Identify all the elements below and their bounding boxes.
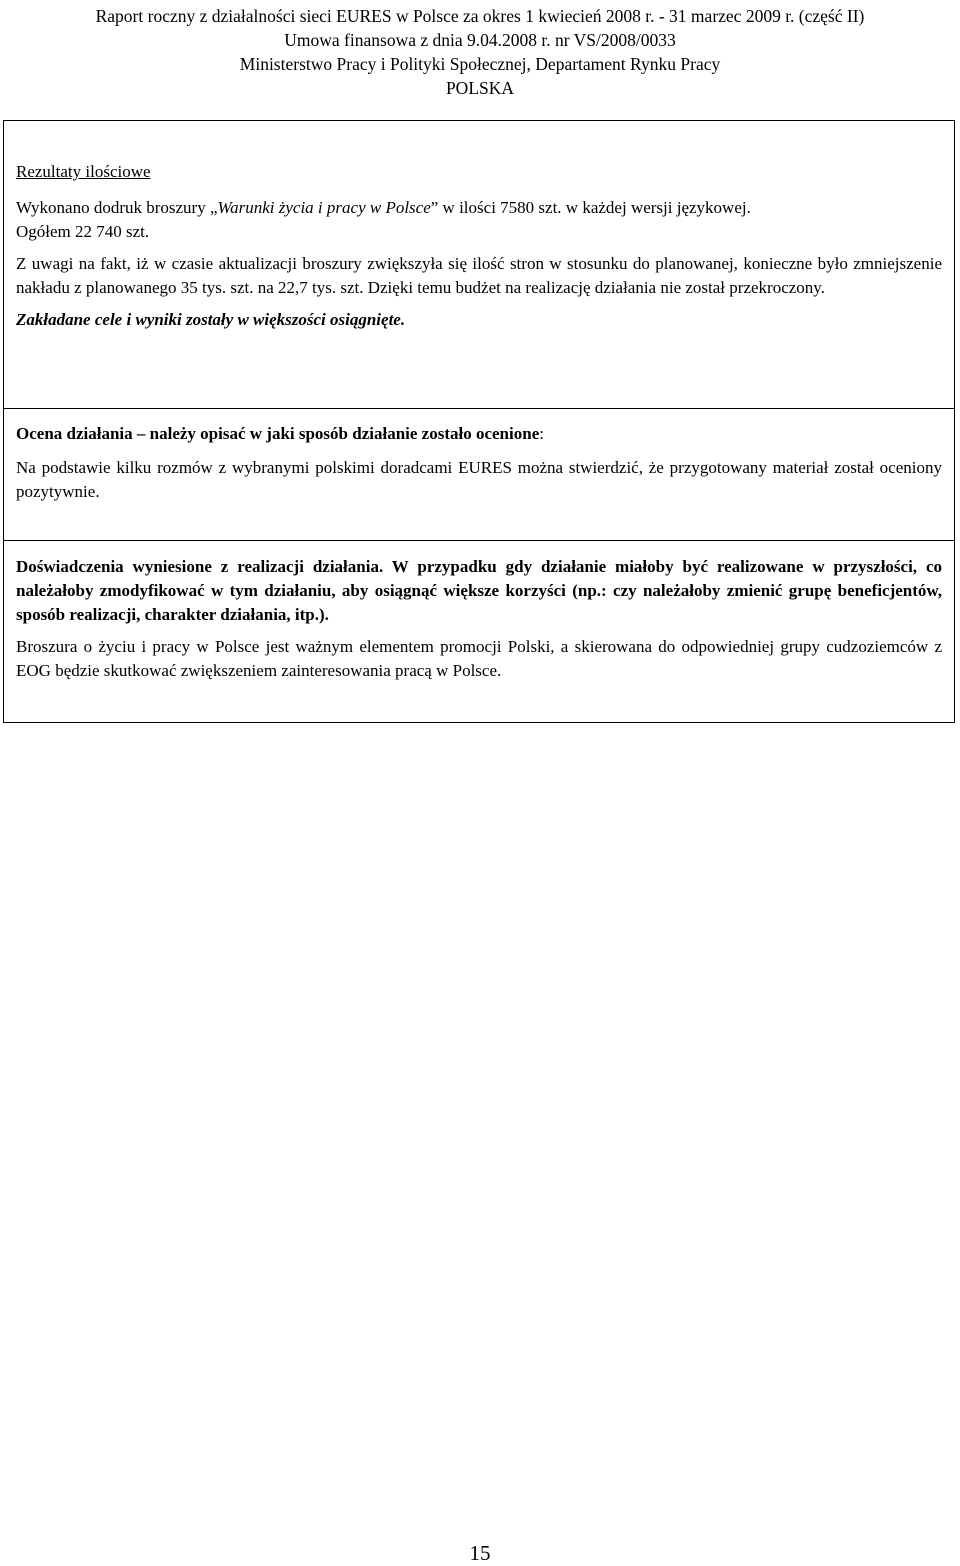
- evaluation-paragraph: Na podstawie kilku rozmów z wybranymi polskimi doradcami EURES można stwierdzić, że przygotowany materiał został oceniony pozytywnie.: [16, 458, 942, 501]
- reprint-text-end: ” w ilości 7580 szt. w każdej wersji językowej.: [430, 198, 751, 217]
- reprint-total: Ogółem 22 740 szt.: [16, 222, 150, 241]
- section-heading-quantitative-results: Rezultaty ilościowe: [16, 162, 151, 181]
- brochure-title: Warunki życia i pracy w Polsce: [217, 198, 431, 217]
- header-report-title: Raport roczny z działalności sieci EURES w Polsce za okres 1 kwiecień 2008 r. - 31 marzec 2009 r. (część II): [95, 6, 865, 26]
- quantitative-results-section: [3, 120, 955, 409]
- lessons-paragraph: Broszura o życiu i pracy w Polsce jest ważnym elementem promocji Polski, a skierowana do odpowiedniej grupy cudzoziemców z EOG będzie skutkować zwiększeniem zainteresowania pracą w Polsce.: [16, 637, 942, 680]
- document-header: [0, 4, 960, 100]
- section-heading-evaluation: [16, 422, 942, 446]
- header-country: POLSKA: [445, 78, 515, 98]
- header-agreement: Umowa finansowa z dnia 9.04.2008 r. nr VS/2008/0033: [284, 30, 676, 50]
- header-ministry: Ministerstwo Pracy i Polityki Społecznej, Departament Rynku Pracy: [239, 54, 721, 74]
- evaluation-section: [3, 408, 955, 541]
- goals-achieved-statement: Zakładane cele i wyniki zostały w większości osiągnięte.: [16, 310, 406, 329]
- page-number: 15: [469, 1541, 491, 1565]
- reprint-text-start: Wykonano dodruk broszury „: [16, 198, 218, 217]
- lessons-learned-section: [3, 540, 955, 723]
- section-heading-lessons: Doświadczenia wyniesione z realizacji działania. W przypadku gdy działanie miałoby być realizowane w przyszłości, co należałoby zmodyfikować w tym działaniu, aby osiągnąć większe korzyści (np.: czy należałoby zmienić grupę beneficjentów, sposób realizacji, charakter działania, itp.).: [16, 557, 942, 624]
- evaluation-heading-text: Ocena działania – należy opisać w jaki sposób działanie zostało ocenione: [16, 424, 540, 443]
- evaluation-heading-colon: :: [539, 424, 544, 443]
- reprint-paragraph: [16, 196, 942, 244]
- reduction-paragraph: Z uwagi na fakt, iż w czasie aktualizacji broszury zwiększyła się ilość stron w stosunku do planowanej, konieczne było zmniejszenie nakładu z planowanego 35 tys. szt. na 22,7 tys. szt. Dzięki temu budżet na realizację działania nie został przekroczony.: [16, 254, 942, 297]
